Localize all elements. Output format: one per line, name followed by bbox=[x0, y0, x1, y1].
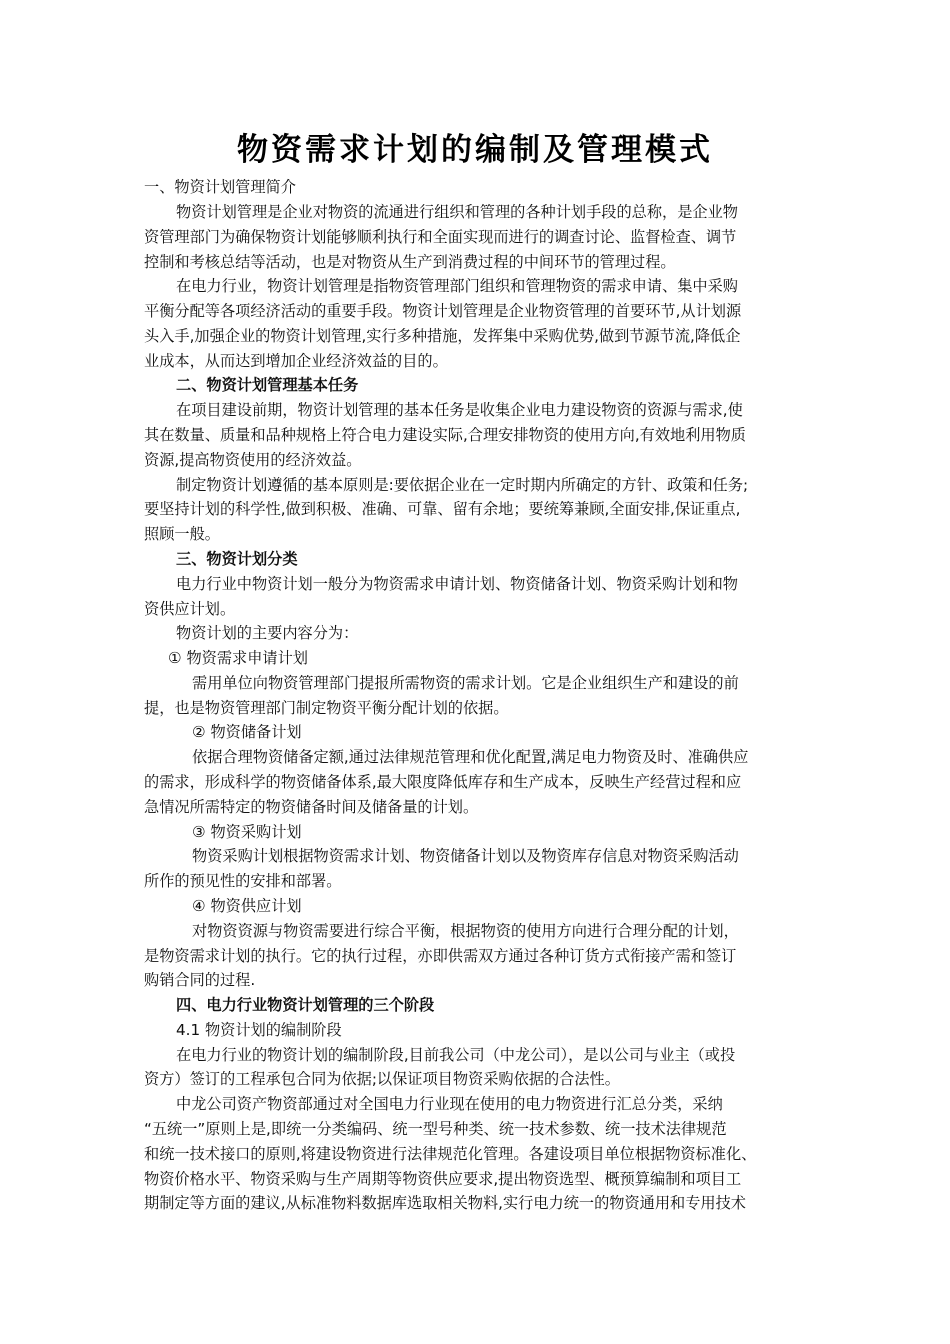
paragraph-line: 资方）签订的工程承包合同为依据;以保证项目物资采购依据的合法性。 bbox=[144, 1070, 620, 1088]
paragraph-line: 物资计划的主要内容分为： bbox=[176, 624, 359, 642]
paragraph-line: 资管理部门为确保物资计划能够顺利执行和全面实现而进行的调查讨论、监督检查、调节 bbox=[144, 228, 737, 246]
paragraph-line: 提，也是物资管理部门制定物资平衡分配计划的依据。 bbox=[144, 699, 509, 717]
section-heading: 一、物资计划管理简介 bbox=[144, 178, 296, 196]
paragraph-line: 在电力行业，物资计划管理是指物资管理部门组织和管理物资的需求申请、集中采购 bbox=[176, 277, 738, 295]
paragraph-line: 头入手,加强企业的物资计划管理,实行多种措施，发挥集中采购优势,做到节源节流,降低企 bbox=[144, 327, 741, 345]
paragraph-line: 的需求，形成科学的物资储备体系,最大限度降低库存和生产成本，反映生产经营过程和应 bbox=[144, 773, 742, 791]
paragraph-line: 物资价格水平、物资采购与生产周期等物资供应要求,提出物资选型、概预算编制和项目工 bbox=[144, 1170, 742, 1188]
paragraph-line: 要坚持计划的科学性,做到积极、准确、可靠、留有余地；要统筹兼顾,全面安排,保证重点, bbox=[144, 500, 741, 518]
paragraph-line: 对物资资源与物资需要进行综合平衡，根据物资的使用方向进行合理分配的计划， bbox=[192, 922, 739, 940]
list-item-heading: ④ 物资供应计划 bbox=[192, 897, 302, 915]
paragraph-line: 制定物资计划遵循的基本原则是:要依据企业在一定时期内所确定的方针、政策和任务; bbox=[176, 476, 749, 494]
paragraph-line: 物资采购计划根据物资需求计划、物资储备计划以及物资库存信息对物资采购活动 bbox=[192, 847, 739, 865]
section-heading: 四、电力行业物资计划管理的三个阶段 bbox=[176, 996, 435, 1014]
paragraph-line: 购销合同的过程. bbox=[144, 971, 256, 989]
paragraph-line: 电力行业中物资计划一般分为物资需求申请计划、物资储备计划、物资采购计划和物 bbox=[176, 575, 738, 593]
list-item-heading: ① 物资需求申请计划 bbox=[168, 649, 308, 667]
paragraph-line: 在电力行业的物资计划的编制阶段,目前我公司（中龙公司），是以公司与业主（或投 bbox=[176, 1046, 736, 1064]
list-item-heading: ② 物资储备计划 bbox=[192, 723, 302, 741]
paragraph-line: 中龙公司资产物资部通过对全国电力行业现在使用的电力物资进行汇总分类，采纳 bbox=[176, 1095, 723, 1113]
paragraph-line: 依据合理物资储备定额,通过法律规范管理和优化配置,满足电力物资及时、准确供应 bbox=[192, 748, 749, 766]
paragraph-line: 需用单位向物资管理部门提报所需物资的需求计划。它是企业组织生产和建设的前 bbox=[192, 674, 739, 692]
list-item-heading: ③ 物资采购计划 bbox=[192, 823, 302, 841]
subsection-heading: 4.1 物资计划的编制阶段 bbox=[176, 1021, 342, 1039]
paragraph-line: 资供应计划。 bbox=[144, 600, 236, 618]
paragraph-line: 期制定等方面的建议,从标准物料数据库选取相关物料,实行电力统一的物资通用和专用技术 bbox=[144, 1194, 746, 1212]
section-heading: 二、物资计划管理基本任务 bbox=[176, 376, 359, 394]
paragraph-line: 急情况所需特定的物资储备时间及储备量的计划。 bbox=[144, 798, 479, 816]
section-heading: 三、物资计划分类 bbox=[176, 550, 298, 568]
paragraph-line: 在项目建设前期，物资计划管理的基本任务是收集企业电力建设物资的资源与需求,使 bbox=[176, 401, 743, 419]
paragraph-line: 资源,提高物资使用的经济效益。 bbox=[144, 451, 362, 469]
paragraph-line: “五统一”原则上是,即统一分类编码、统一型号种类、统一技术参数、统一技术法律规范 bbox=[144, 1120, 727, 1138]
paragraph-line: 控制和考核总结等活动，也是对物资从生产到消费过程的中间环节的管理过程。 bbox=[144, 253, 676, 271]
paragraph-line: 所作的预见性的安排和部署。 bbox=[144, 872, 342, 890]
paragraph-line: 和统一技术接口的原则,将建设物资进行法律规范化管理。各建设项目单位根据物资标准化、 bbox=[144, 1145, 757, 1163]
paragraph-line: 其在数量、质量和品种规格上符合电力建设实际,合理安排物资的使用方向,有效地利用物质 bbox=[144, 426, 746, 444]
paragraph-line: 是物资需求计划的执行。它的执行过程，亦即供需双方通过各种订货方式衔接产需和签订 bbox=[144, 947, 737, 965]
document-title: 物资需求计划的编制及管理模式 bbox=[237, 132, 713, 168]
paragraph-line: 业成本，从而达到增加企业经济效益的目的。 bbox=[144, 352, 448, 370]
paragraph-line: 平衡分配等各项经济活动的重要手段。物资计划管理是企业物资管理的首要环节,从计划源 bbox=[144, 302, 742, 320]
paragraph-line: 照顾一般。 bbox=[144, 525, 220, 543]
paragraph-line: 物资计划管理是企业对物资的流通进行组织和管理的各种计划手段的总称，是企业物 bbox=[176, 203, 738, 221]
